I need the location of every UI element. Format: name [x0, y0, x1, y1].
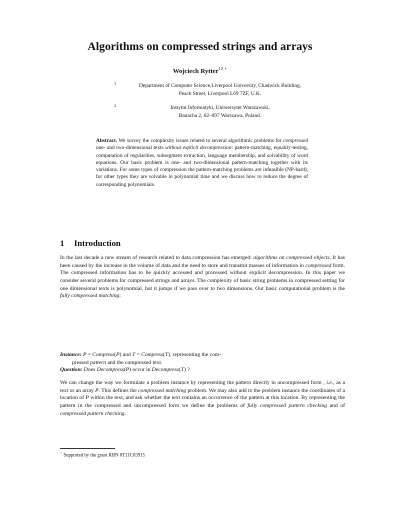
text-run: :	[119, 293, 121, 300]
text-run: pressed	[72, 359, 91, 366]
footnote	[60, 451, 145, 459]
emphasized-text: T	[132, 352, 136, 358]
emphasized-text: pattern	[90, 359, 107, 366]
text-run: ) ?	[183, 367, 190, 374]
emphasized-text: compressed pattern checking	[60, 410, 125, 417]
text-run: . This defines the	[98, 387, 139, 394]
text-run: within the text, and ask whether the text contains an occurrence of the pattern at this location. By representing the pattern in the compressed and uncompressed form we define the problems of	[60, 395, 345, 409]
footnote-mark: ⋆	[60, 451, 63, 455]
problem-definition	[60, 352, 345, 375]
emphasized-text: Decompress	[96, 367, 124, 374]
intro-paragraph	[60, 255, 345, 301]
text-run: =	[135, 352, 142, 358]
text-run: .	[124, 410, 126, 417]
section-title: Introduction	[74, 238, 121, 248]
affiliation-1	[114, 81, 320, 98]
emphasized-text: compressed	[283, 138, 308, 144]
emphasized-text: i.e.	[326, 380, 334, 386]
affiliation-2	[114, 103, 320, 120]
emphasized-text: compressed	[305, 262, 332, 269]
abstract-body	[96, 138, 308, 188]
affiliation-number: 2	[114, 103, 117, 108]
text-run: We can change the way we formulate a problem instance by representing the pattern directly in uncompressed form ,	[60, 380, 327, 386]
affiliation-number: 1	[114, 81, 117, 86]
emphasized-text: Compress	[92, 352, 115, 358]
instance-line	[60, 352, 345, 360]
text-run: . It has been caused by the increase in the volume of data and the need to store and transmit masses of information in	[60, 255, 345, 269]
section-number: 1	[60, 238, 65, 248]
affiliation-line: Peach Street, Liverpool L69 7ZF, U.K.	[178, 91, 262, 97]
emphasized-text: fully compressed pattern checking	[247, 402, 328, 409]
text-run: and of	[327, 402, 345, 409]
emphasized-text: P	[85, 395, 89, 402]
text-run: , as a text or an array	[60, 380, 346, 394]
text-run: ), representing the com-	[168, 352, 222, 358]
author-name: Wojciech Rytter	[172, 68, 219, 76]
question-text	[83, 367, 190, 373]
text-run: ) occur in	[129, 367, 152, 374]
emphasized-text: P	[95, 387, 99, 394]
emphasized-text: Compress	[141, 352, 164, 358]
question-line	[60, 367, 345, 375]
abstract-label: Abstract.	[96, 138, 118, 144]
question-label: Question:	[60, 367, 83, 374]
text-run: : pattern-matching, equality-testing, computation of regularities, subsegment extraction, language membership, and solvability of word equations. Our basic problem is one- and two-dimensional pattern-matching together with its variations. For some types of compression the pattern-matching problems are infeasible (NP-hard), for other types they are solvable in polynomial time and we discuss how to reduce the degree of corresponding polynomials.	[96, 145, 308, 188]
abstract	[96, 138, 308, 189]
emphasized-text: algorithms on compressed objects	[253, 255, 330, 261]
instance-text	[82, 352, 221, 358]
text-run: (	[179, 367, 181, 374]
followup-paragraph	[60, 380, 345, 418]
affiliation-line: Department of Computer Science,Liverpool University, Chadwick Building,	[139, 83, 301, 89]
text-run: Does	[82, 367, 97, 374]
instance-label: Instance:	[60, 352, 82, 358]
emphasized-text: fully compressed matching	[60, 293, 120, 300]
emphasized-text: without explicit decompression	[165, 145, 232, 152]
affiliation-line: Instytut Informatyki, Uniwersytet Warszawski,	[170, 105, 270, 111]
text-run: problem. We may also add to the problem instance the coordinates of a location of	[60, 387, 345, 402]
author-marks: 12 ⋆	[218, 66, 228, 71]
emphasized-text: P	[81, 352, 87, 358]
text-run: =	[86, 352, 93, 358]
text-run: and the compressed text.	[106, 359, 163, 366]
text-run: (	[114, 352, 117, 358]
emphasized-text: compressed matching	[138, 387, 187, 394]
affiliation-line: Banacha 2, 02–097 Warszawa, Poland.	[178, 113, 262, 119]
text-run: We survey the complexity issues related to several algorithmic problems for	[117, 138, 284, 144]
emphasized-text: P	[116, 352, 120, 358]
text-run: In the last decade a new stream of research related to data compression has emerged:	[60, 255, 254, 261]
footnote-rule	[60, 448, 115, 449]
author	[0, 66, 400, 75]
text-run: form. The compressed information has to be quickly accessed and processed without explicit decompression. In this paper we consider several problems for compressed strings and arrays. The complexity of basic string problems in compressed setting for one dimensional texts is polynomial, but it jumps if we pass over to two dimensions. Our basic computational problem is the	[60, 262, 345, 292]
text-run: one- and two-dimensional texts	[96, 145, 166, 152]
text-run: (	[163, 352, 165, 358]
emphasized-text: P	[125, 367, 130, 374]
text-run: (	[123, 367, 126, 374]
emphasized-text: T	[164, 352, 169, 358]
emphasized-text: Decompress	[151, 367, 180, 374]
paper-title: Algorithms on compressed strings and arrays	[87, 40, 313, 53]
emphasized-text: T	[180, 367, 184, 374]
footnote-text: Supported by the grant KBN 8T11C03915	[62, 453, 145, 459]
text-run: ) and	[119, 352, 133, 358]
section-heading	[60, 238, 121, 248]
